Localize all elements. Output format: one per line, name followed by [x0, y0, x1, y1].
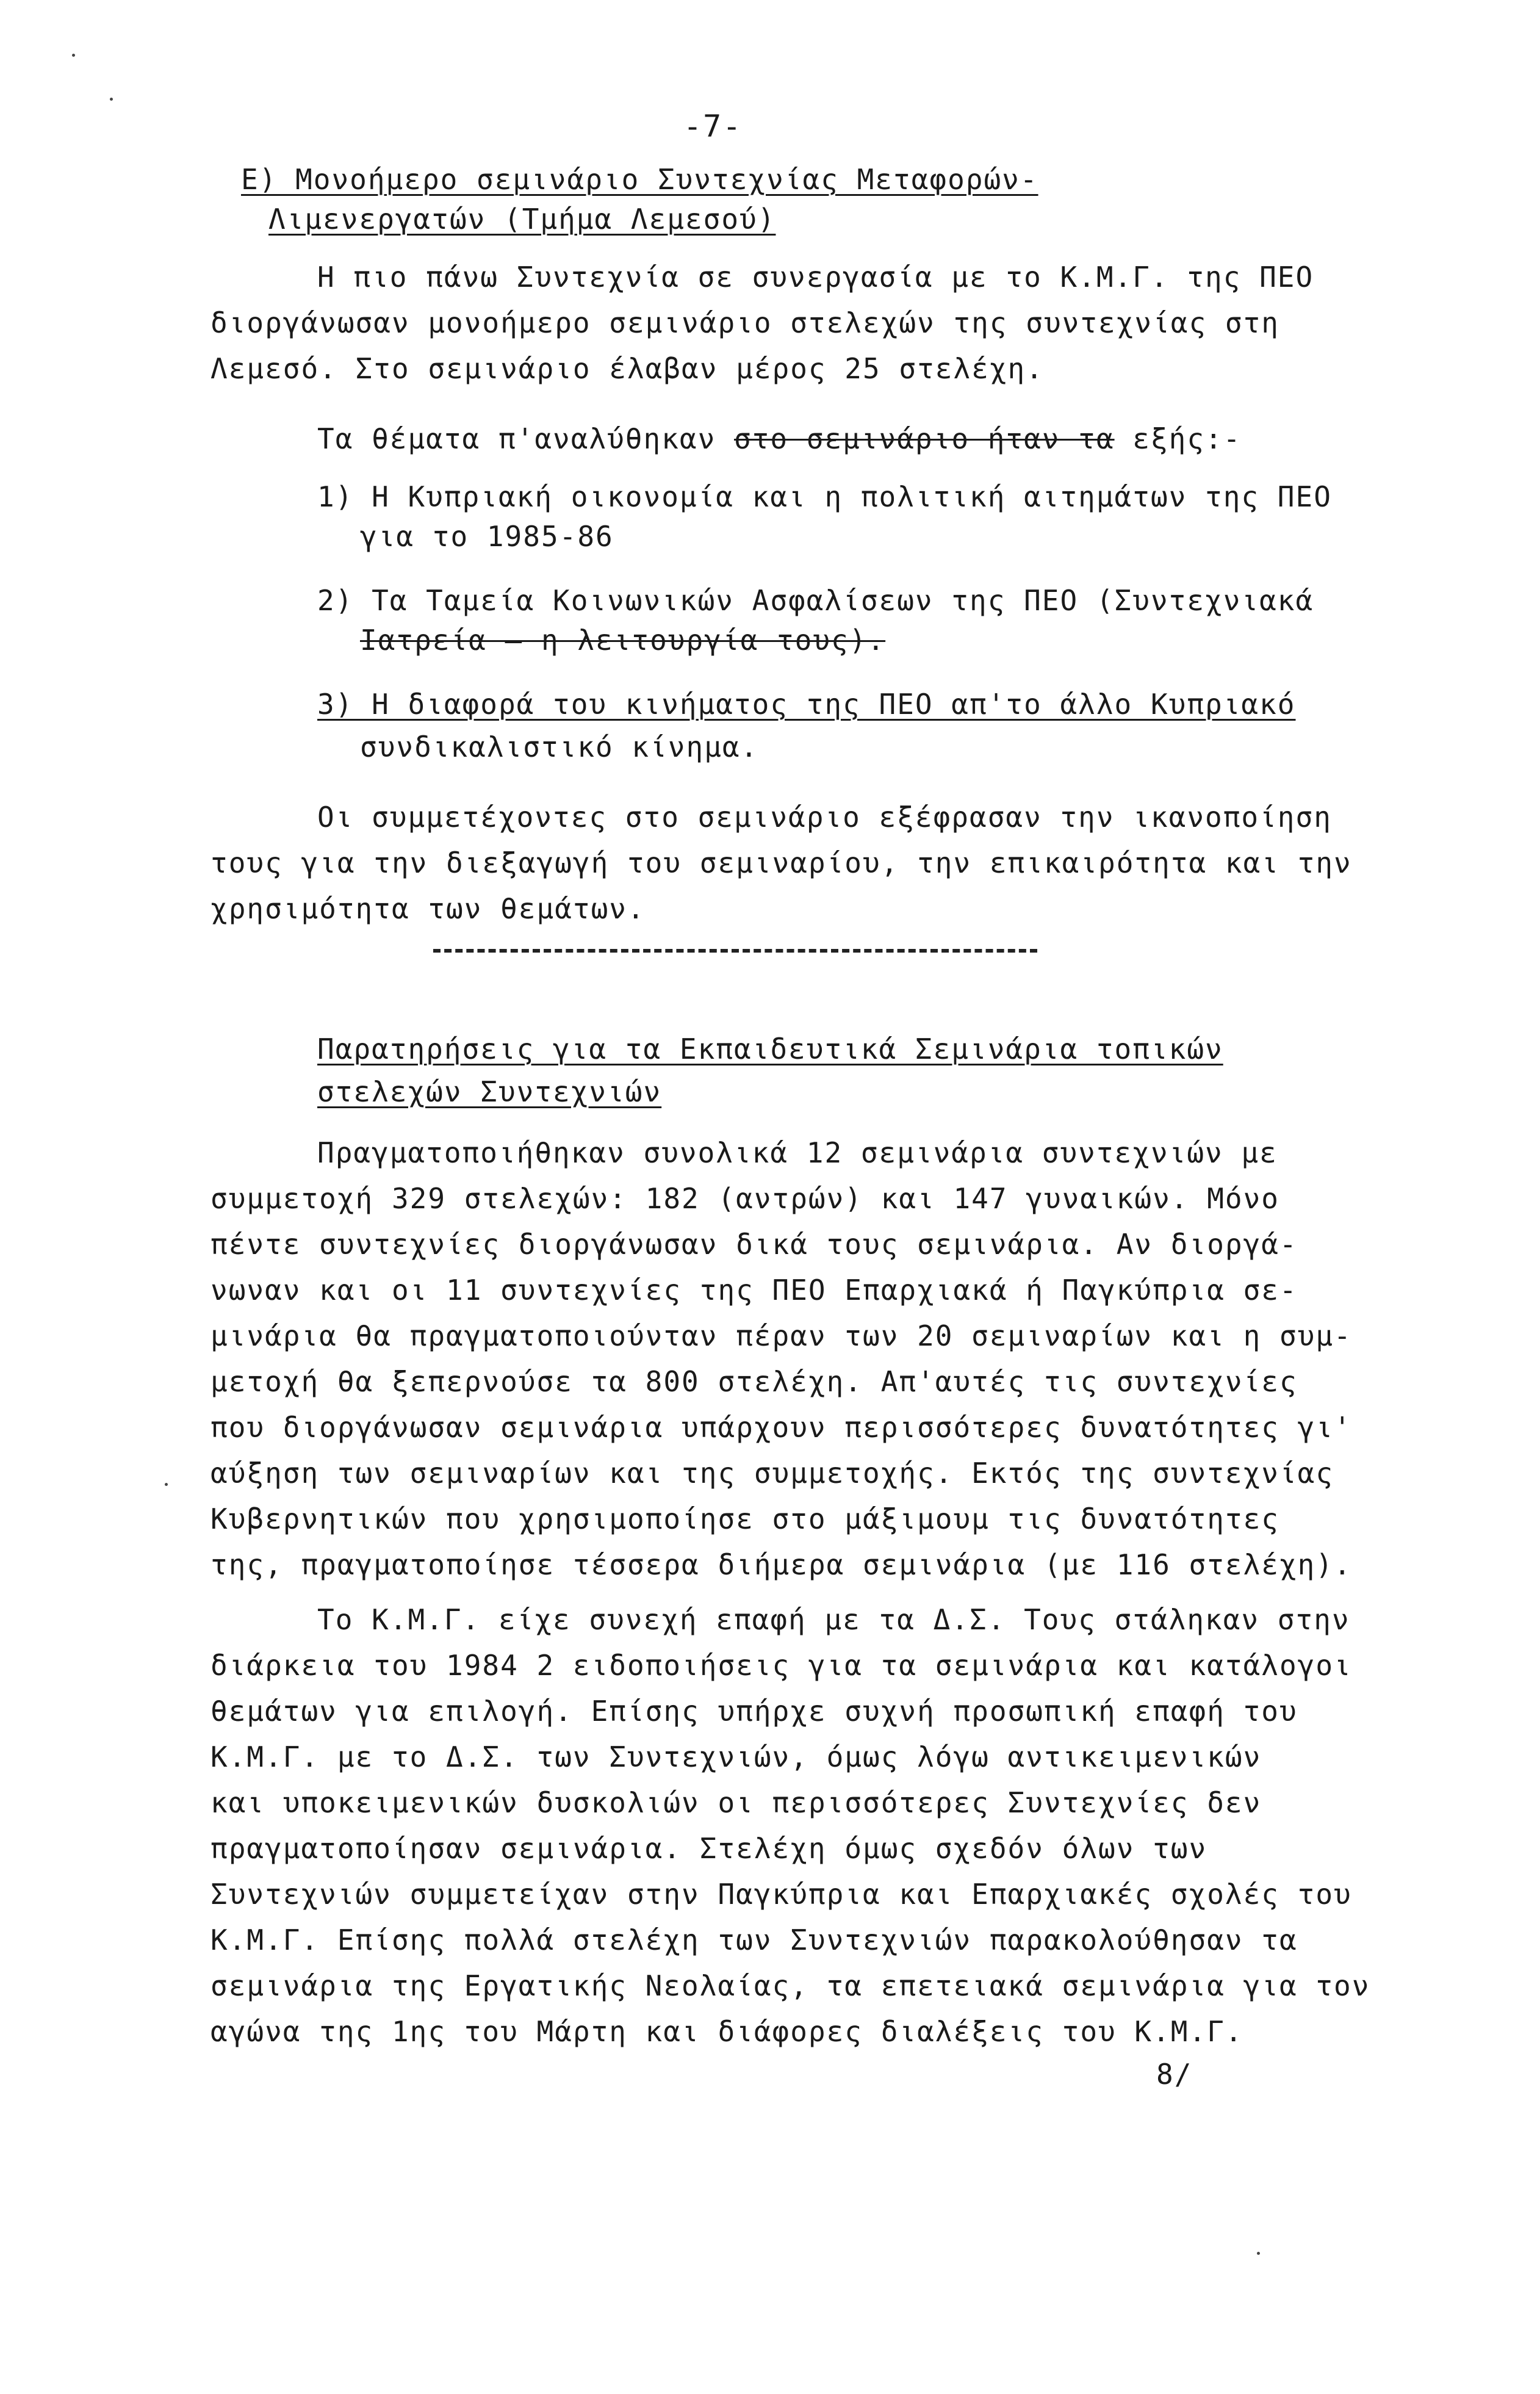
- section-divider: [433, 949, 1037, 953]
- observations-para1-line: μινάρια θα πραγματοποιούνταν πέραν των 20 σεμιναρίων και η συμ-: [210, 1319, 1352, 1352]
- observations-para2-line: και υποκειμενικών δυσκολιών οι περισσότερες Συντεχνίες δεν: [210, 1786, 1262, 1819]
- observations-para2-line: πραγματοποίησαν σεμινάρια. Στελέχη όμως σχεδόν όλων των: [210, 1832, 1207, 1865]
- observations-para1-line: πέντε συντεχνίες διοργάνωσαν δικά τους σεμινάρια. Αν διοργά-: [210, 1228, 1298, 1261]
- scan-speck: [72, 54, 75, 57]
- page-number: -7-: [683, 109, 743, 144]
- observations-para1-line: νωναν και οι 11 συντεχνίες της ΠΕΟ Επαρχιακά ή Παγκύπρια σε-: [210, 1274, 1298, 1307]
- section-e-para1-line: Η πιο πάνω Συντεχνία σε συνεργασία με το Κ.Μ.Γ. της ΠΕΟ: [317, 261, 1314, 294]
- topic-item-struck: Ιατρεία – η λειτουργία τους).: [360, 624, 886, 657]
- observations-para1-line: μετοχή θα ξεπερνούσε τα 800 στελέχη. Απ'αυτές τις συντεχνίες: [210, 1365, 1298, 1398]
- topics-intro-start: Τα θέματα π'αναλύθηκαν: [317, 422, 734, 455]
- section-e-para2-line: τους για την διεξαγωγή του σεμιναρίου, την επικαιρότητα και την: [210, 846, 1352, 879]
- observations-para1-line: Πραγματοποιήθηκαν συνολικά 12 σεμινάρια συντεχνιών με: [317, 1136, 1278, 1169]
- section-e-para2-line: χρησιμότητα των θεμάτων.: [210, 892, 646, 925]
- observations-heading-cont: στελεχών Συντεχνιών: [317, 1075, 662, 1108]
- observations-para1-line: συμμετοχή 329 στελεχών: 182 (αντρών) και 147 γυναικών. Μόνο: [210, 1182, 1279, 1215]
- scan-speck: [110, 98, 113, 101]
- observations-para1-line: Κυβερνητικών που χρησιμοποίησε στο μάξιμουμ τις δυνατότητες: [210, 1502, 1279, 1535]
- section-e-para1-line: διοργάνωσαν μονοήμερο σεμινάριο στελεχών της συντεχνίας στη: [210, 306, 1279, 339]
- topic-item-cont: για το 1985-86: [360, 520, 614, 553]
- scan-speck: [165, 1483, 168, 1486]
- observations-para2-line: αγώνα της 1ης του Μάρτη και διάφορες διαλέξεις του Κ.Μ.Γ.: [210, 2015, 1243, 2048]
- observations-para2-line: Συντεχνιών συμμετείχαν στην Παγκύπρια και Επαρχιακές σχολές του: [210, 1878, 1352, 1911]
- topics-intro-struck: στο σεμινάριο ήταν τα: [733, 422, 1115, 455]
- section-e-heading-cont: Λιμενεργατών (Τμήμα Λεμεσού): [268, 203, 776, 236]
- observations-heading: Παρατηρήσεις για τα Εκπαιδευτικά Σεμινάρια τοπικών: [317, 1033, 1223, 1065]
- section-e-para1-line: Λεμεσό. Στο σεμινάριο έλαβαν μέρος 25 στελέχη.: [210, 352, 1044, 385]
- scan-speck: [1257, 2252, 1260, 2255]
- observations-para1-line: της, πραγματοποίησε τέσσερα διήμερα σεμινάρια (με 116 στελέχη).: [210, 1548, 1352, 1581]
- topics-intro-end: εξής:-: [1114, 422, 1242, 455]
- observations-para2-line: διάρκεια του 1984 2 ειδοποιήσεις για τα σεμινάρια και κατάλογοι: [210, 1649, 1352, 1682]
- observations-para1-line: αύξηση των σεμιναρίων και της συμμετοχής. Εκτός της συντεχνίας: [210, 1457, 1334, 1490]
- topic-item-cont: συνδικαλιστικό κίνημα.: [360, 730, 759, 763]
- observations-para2-line: Κ.Μ.Γ. Επίσης πολλά στελέχη των Συντεχνιών παρακολούθησαν τα: [210, 1923, 1298, 1956]
- observations-para2-line: θεμάτων για επιλογή. Επίσης υπήρχε συχνή προσωπική επαφή του: [210, 1695, 1298, 1728]
- observations-para2-line: Το Κ.Μ.Γ. είχε συνεχή επαφή με τα Δ.Σ. Τους στάληκαν στην: [317, 1603, 1350, 1636]
- continuation-marker: 8/: [1156, 2058, 1193, 2091]
- observations-para1-line: που διοργάνωσαν σεμινάρια υπάρχουν περισσότερες δυνατότητες γι': [210, 1411, 1352, 1444]
- observations-para2-line: σεμινάρια της Εργατικής Νεολαίας, τα επετειακά σεμινάρια για τον: [210, 1969, 1370, 2002]
- topic-item: 2) Τα Ταμεία Κοινωνικών Ασφαλίσεων της ΠΕΟ (Συντεχνιακά: [317, 584, 1314, 617]
- topic-item: 3) Η διαφορά του κινήματος της ΠΕΟ απ'το άλλο Κυπριακό: [317, 688, 1296, 721]
- topics-intro: [317, 421, 1241, 456]
- section-e-para2-line: Οι συμμετέχοντες στο σεμινάριο εξέφρασαν την ικανοποίηση: [317, 801, 1332, 834]
- observations-para2-line: Κ.Μ.Γ. με το Δ.Σ. των Συντεχνιών, όμως λόγω αντικειμενικών: [210, 1740, 1262, 1773]
- section-e-heading: Ε) Μονοήμερο σεμινάριο Συντεχνίας Μεταφορών-: [241, 163, 1038, 196]
- topic-item: 1) Η Κυπριακή οικονομία και η πολιτική αιτημάτων της ΠΕΟ: [317, 480, 1332, 513]
